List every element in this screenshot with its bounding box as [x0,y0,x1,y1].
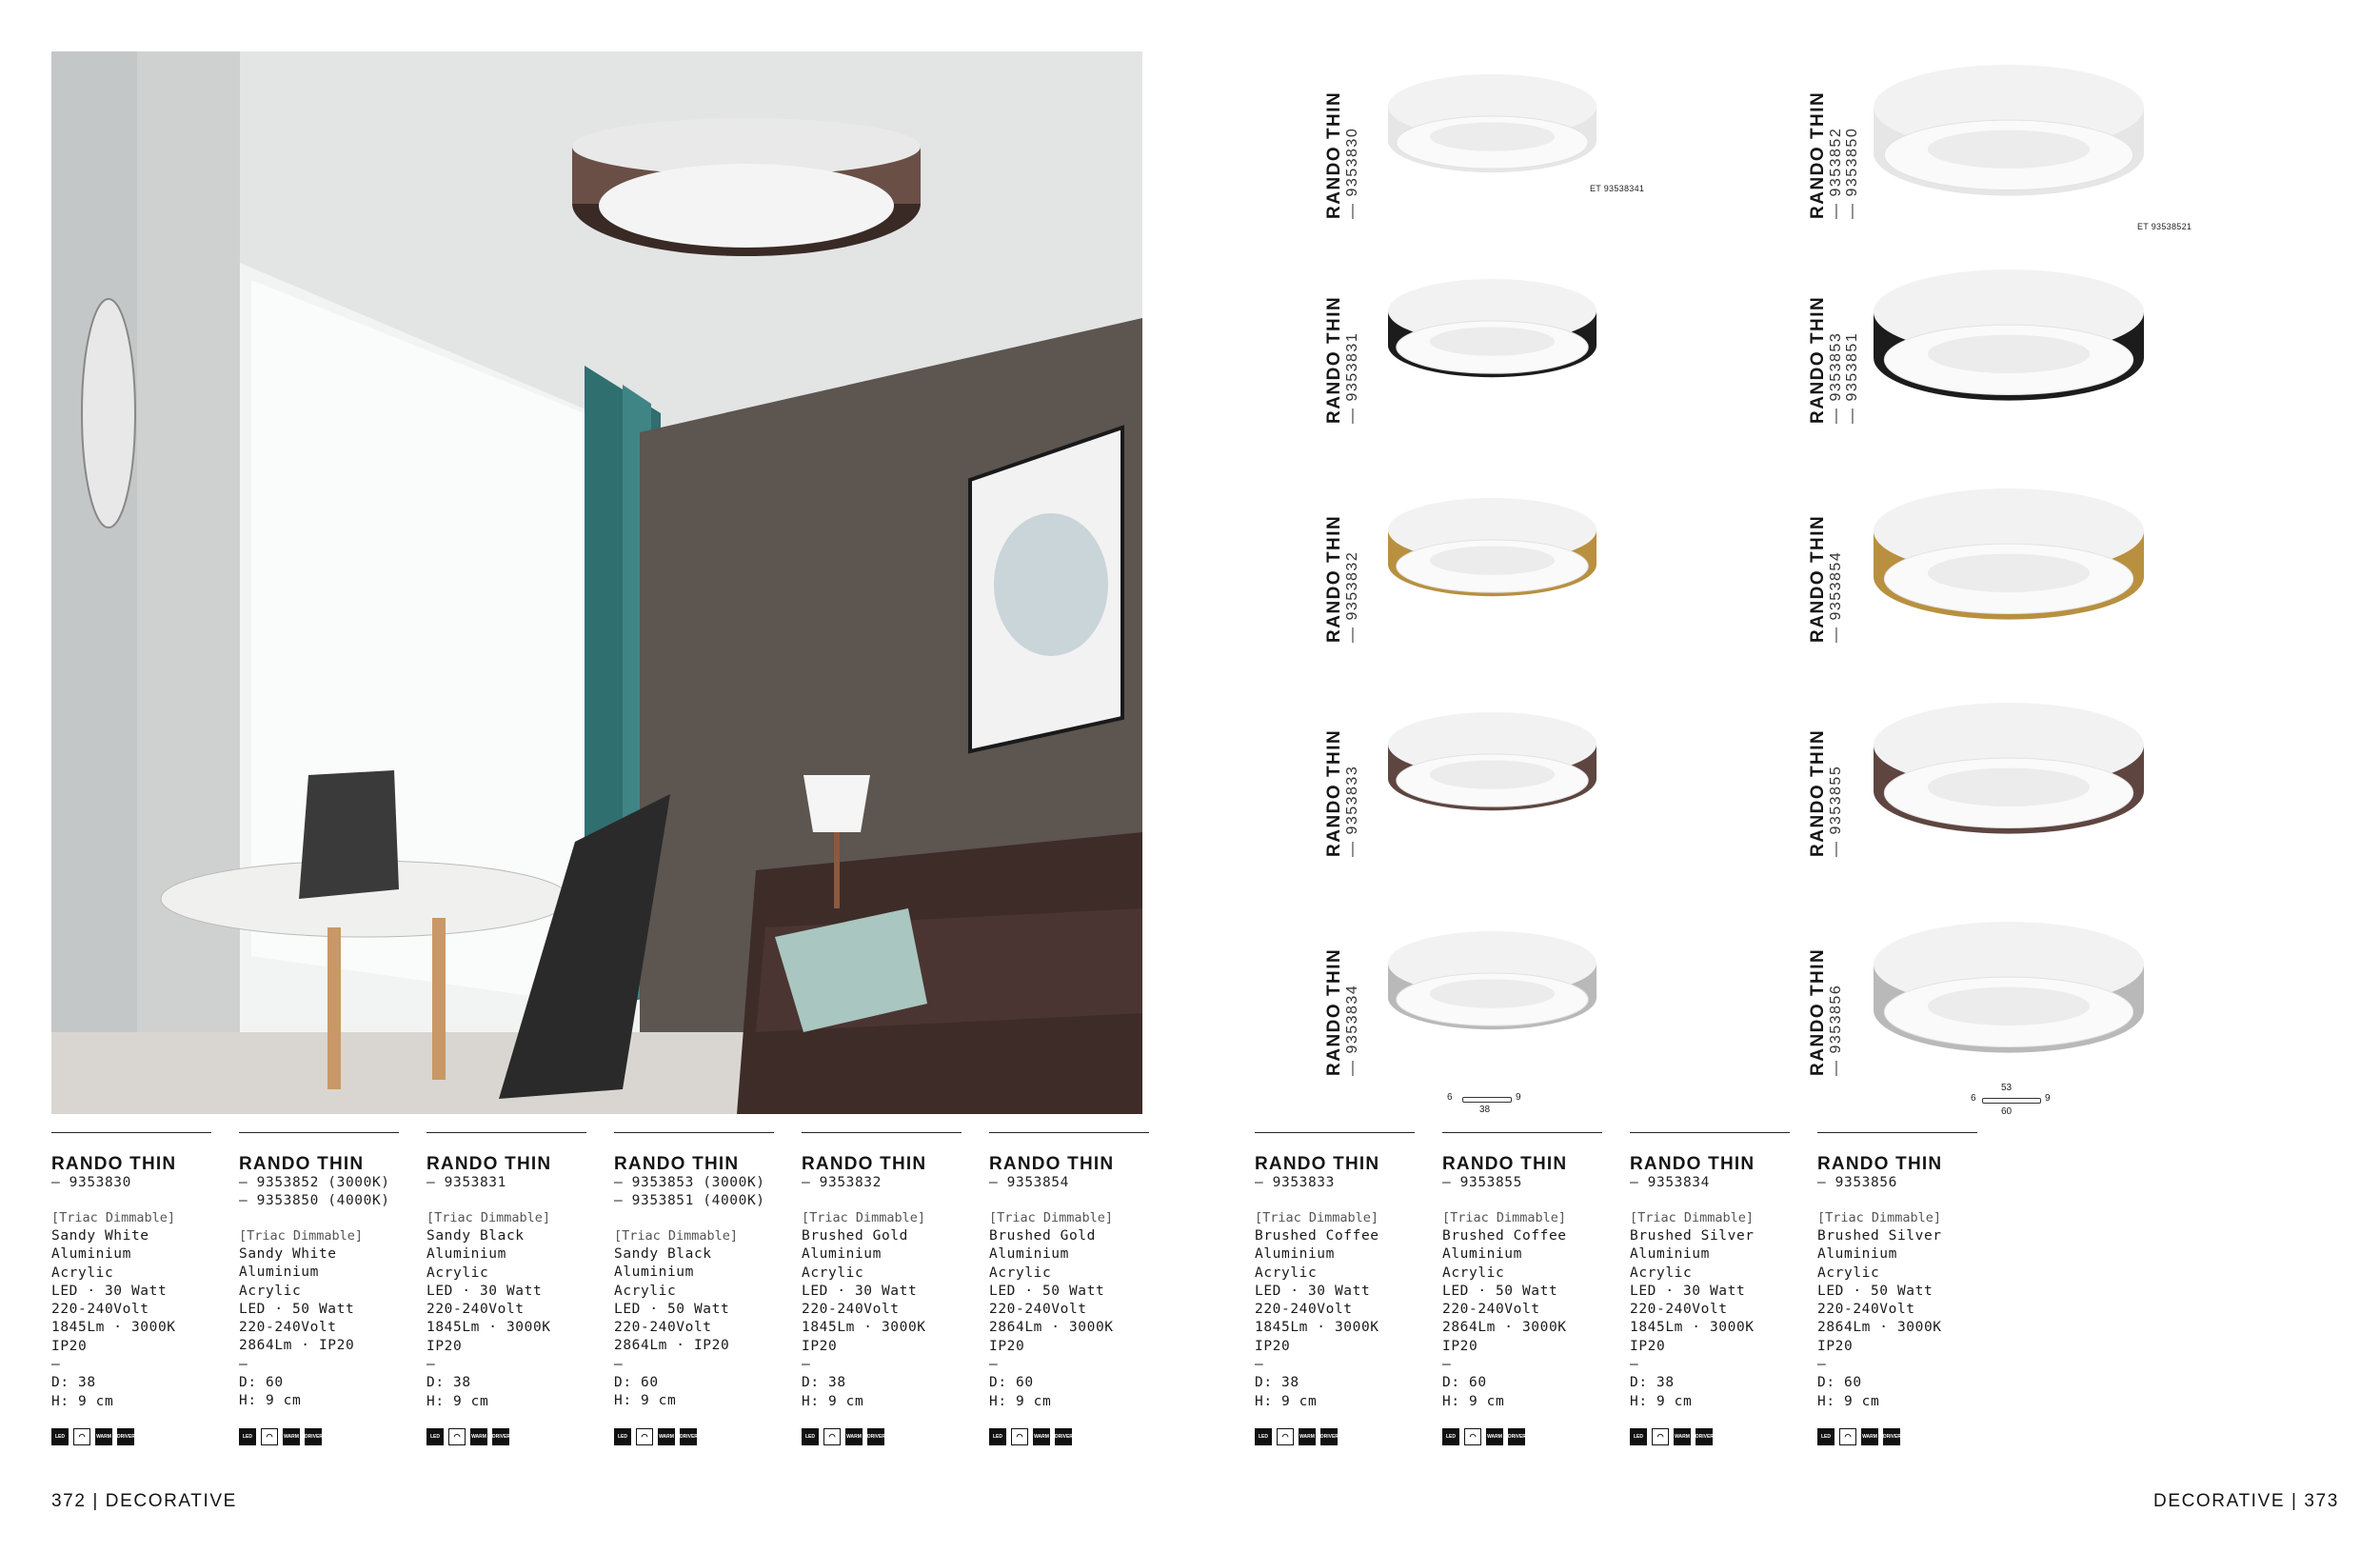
spec-line: Acrylic [989,1264,1052,1281]
driver-included-icon: DRIVER INCL. [1508,1428,1525,1445]
product-name: RANDO THIN [1324,90,1344,219]
spec-column [51,1132,211,1457]
product-code: — 9353831 [1344,331,1360,424]
spec-line: H: 9 cm [1817,1393,1880,1409]
spec-line: H: 9 cm [1630,1393,1693,1409]
spec-line: 220-240Volt [1817,1302,1915,1318]
dimension-label: 9 [2045,1093,2051,1104]
spec-line: 220-240Volt [239,1320,337,1336]
product-vertical-label [1325,515,1360,643]
dimension-label: 60 [2001,1106,2013,1117]
dimmable-note: [Triac Dimmable] [1255,1210,1379,1225]
spec-product-name: RANDO THIN [426,1154,552,1174]
spec-line: Acrylic [239,1283,302,1299]
spec-product-name: RANDO THIN [614,1154,740,1174]
dimension-drawing-small [1447,1090,1533,1115]
product-vertical-label [1809,729,1844,857]
ceiling-lamp-gold [1871,486,2147,638]
spec-line: — [989,1357,999,1373]
dimmable-note: [Triac Dimmable] [51,1210,176,1225]
ceiling-lamp-black [1871,267,2147,419]
dimmable-icon: ◠ [73,1428,90,1445]
warm-white-icon: WARM WHITE [845,1428,863,1445]
spec-line: LED · 50 Watt [614,1301,730,1317]
driver-included-icon: DRIVER INCL. [492,1428,509,1445]
feature-badges [426,1428,586,1457]
warm-white-icon: WARM WHITE [95,1428,112,1445]
product-name: RANDO THIN [1324,295,1344,424]
spec-line: Aluminium [802,1246,882,1263]
spec-line: H: 9 cm [614,1393,677,1409]
spec-line: LED · 50 Watt [1817,1283,1934,1299]
dimmable-icon: ◠ [636,1428,653,1445]
spec-product-code: — 9353830 [51,1175,131,1190]
spec-product-code: — 9353832 [802,1175,882,1190]
spec-column [1442,1132,1602,1457]
spec-line: H: 9 cm [239,1393,302,1409]
product-code: — 9353853 [1828,331,1844,424]
dimmable-note: [Triac Dimmable] [989,1210,1114,1225]
spec-line: Sandy White [51,1228,149,1244]
spec-line: 220-240Volt [426,1302,525,1318]
spec-product-name: RANDO THIN [989,1154,1115,1174]
dimmable-icon: ◠ [1464,1428,1481,1445]
spec-line: LED · 30 Watt [802,1283,918,1299]
dimension-drawing-large [1971,1081,2056,1119]
spec-line: 220-240Volt [1255,1302,1353,1318]
spec-product-code: — 9353852 (3000K) [239,1175,390,1190]
led-icon: LED [239,1428,256,1445]
feature-badges [802,1428,962,1457]
dimension-label: 6 [1971,1093,1976,1104]
ceiling-lamp-white [1871,62,2147,214]
spec-line: Acrylic [1817,1264,1880,1281]
spec-line: D: 38 [426,1375,471,1391]
spec-line: H: 9 cm [51,1393,114,1409]
product-vertical-label [1809,91,1860,219]
product-name: RANDO THIN [1324,728,1344,857]
spec-line: Sandy White [239,1246,337,1262]
spec-line: — [802,1357,811,1373]
spec-line: Brushed Gold [802,1228,908,1244]
spec-line: Acrylic [1442,1264,1505,1281]
dimmable-note: [Triac Dimmable] [1630,1210,1755,1225]
driver-included-icon: DRIVER INCL. [117,1428,134,1445]
spec-product-code: — 9353831 [426,1175,506,1190]
spec-line: Aluminium [1442,1246,1522,1263]
product-code: — 9353833 [1344,765,1360,857]
spec-line: 2864Lm · IP20 [239,1338,355,1354]
warm-white-icon: WARM WHITE [1674,1428,1691,1445]
spec-line: 1845Lm · 3000K [1255,1320,1379,1336]
ceiling-lamp-silver [1385,928,1599,1043]
spec-line: 220-240Volt [1442,1302,1540,1318]
product-name: RANDO THIN [1808,728,1828,857]
led-icon: LED [1817,1428,1835,1445]
spec-line: Aluminium [426,1246,506,1263]
footer-right-page-number: DECORATIVE | 373 [2153,1491,2339,1511]
led-icon: LED [989,1428,1006,1445]
divider [51,1132,211,1133]
divider [426,1132,586,1133]
product-name: RANDO THIN [1808,90,1828,219]
spec-line: Sandy Black [614,1246,712,1262]
product-vertical-label [1809,515,1844,643]
warm-white-icon: WARM WHITE [283,1428,300,1445]
driver-included-icon: DRIVER INCL. [1883,1428,1900,1445]
interior-photo [51,51,1142,1114]
product-vertical-label [1325,948,1360,1076]
driver-included-icon: DRIVER INCL. [1055,1428,1072,1445]
spec-line: D: 60 [1442,1375,1487,1391]
spec-line: Brushed Silver [1817,1228,1942,1244]
spec-line: LED · 30 Watt [426,1283,543,1299]
feature-badges [1817,1428,1977,1457]
warm-white-icon: WARM WHITE [470,1428,487,1445]
product-name: RANDO THIN [1808,514,1828,643]
spec-line: IP20 [1255,1338,1291,1354]
spec-column [802,1132,962,1457]
spec-line: — [1630,1357,1639,1373]
spec-line: IP20 [1442,1338,1478,1354]
led-icon: LED [1630,1428,1647,1445]
feature-badges [1630,1428,1790,1457]
spec-line: LED · 50 Watt [989,1283,1105,1299]
divider [1255,1132,1415,1133]
divider [1442,1132,1602,1133]
spec-line: 1845Lm · 3000K [51,1320,176,1336]
dimmable-note: [Triac Dimmable] [802,1210,926,1225]
spec-product-code: — 9353850 (4000K) [239,1193,390,1208]
spec-line: Acrylic [1630,1264,1693,1281]
spec-line: D: 60 [1817,1375,1862,1391]
driver-included-icon: DRIVER INCL. [305,1428,322,1445]
spec-product-name: RANDO THIN [1442,1154,1568,1174]
spec-line: D: 60 [239,1375,284,1391]
spec-product-name: RANDO THIN [1817,1154,1943,1174]
ceiling-lamp-silver [1871,919,2147,1071]
spec-line: Aluminium [614,1264,694,1281]
feature-badges [1255,1428,1415,1457]
led-icon: LED [51,1428,69,1445]
spec-line: Acrylic [426,1264,489,1281]
dimmable-note: [Triac Dimmable] [239,1228,364,1244]
spec-product-code: — 9353851 (4000K) [614,1193,765,1208]
spec-column [989,1132,1149,1457]
product-name: RANDO THIN [1808,295,1828,424]
warm-white-icon: WARM WHITE [1299,1428,1316,1445]
driver-included-icon: DRIVER INCL. [1696,1428,1713,1445]
feature-badges [989,1428,1149,1457]
led-icon: LED [1255,1428,1272,1445]
spec-column [426,1132,586,1457]
divider [989,1132,1149,1133]
spec-line: IP20 [1630,1338,1666,1354]
spec-line: 2864Lm · 3000K [1817,1320,1942,1336]
spec-column [1817,1132,1977,1457]
spec-line: 1845Lm · 3000K [1630,1320,1755,1336]
product-name: RANDO THIN [1324,947,1344,1076]
dimmable-note: [Triac Dimmable] [1442,1210,1567,1225]
spec-line: Acrylic [802,1264,864,1281]
spec-product-code: — 9353853 (3000K) [614,1175,765,1190]
product-code: — 9353850 [1844,127,1860,219]
spec-product-code: — 9353856 [1817,1175,1897,1190]
spec-line: — [239,1356,248,1372]
spec-line: — [614,1356,624,1372]
spec-line: D: 38 [802,1375,846,1391]
spec-line: Brushed Gold [989,1228,1096,1244]
product-code: — 9353851 [1844,331,1860,424]
driver-included-icon: DRIVER INCL. [680,1428,697,1445]
dimmable-note: [Triac Dimmable] [426,1210,551,1225]
spec-column [239,1132,399,1457]
spec-product-code: — 9353833 [1255,1175,1335,1190]
spec-line: 1845Lm · 3000K [426,1320,551,1336]
spec-line: — [1442,1357,1452,1373]
spec-product-name: RANDO THIN [1255,1154,1380,1174]
spec-line: Aluminium [1817,1246,1897,1263]
room-scene-illustration [51,51,1142,1114]
product-vertical-label [1325,296,1360,424]
spec-line: Aluminium [1255,1246,1335,1263]
dimmable-icon: ◠ [261,1428,278,1445]
product-code: — 9353832 [1344,550,1360,643]
spec-line: IP20 [1817,1338,1854,1354]
feature-badges [1442,1428,1602,1457]
product-vertical-label [1809,948,1844,1076]
dimmable-icon: ◠ [823,1428,841,1445]
dimension-label: 53 [2001,1083,2013,1093]
product-code: — 9353854 [1828,550,1844,643]
spec-line: 2864Lm · IP20 [614,1338,730,1354]
product-name: RANDO THIN [1808,947,1828,1076]
spec-product-code: — 9353834 [1630,1175,1710,1190]
spec-line: 220-240Volt [614,1320,712,1336]
product-vertical-label [1809,296,1860,424]
feature-badges [239,1428,399,1457]
spec-line: H: 9 cm [1442,1393,1505,1409]
product-code: — 9353855 [1828,765,1844,857]
driver-included-icon: DRIVER INCL. [867,1428,884,1445]
divider [239,1132,399,1133]
spec-product-name: RANDO THIN [239,1154,365,1174]
spec-line: D: 38 [51,1375,96,1391]
product-vertical-label [1325,91,1360,219]
spec-line: — [51,1357,61,1373]
spec-line: H: 9 cm [802,1393,864,1409]
dimension-label: 38 [1479,1105,1491,1115]
spec-line: LED · 30 Watt [51,1283,168,1299]
spec-line: LED · 30 Watt [1630,1283,1746,1299]
spec-line: IP20 [51,1338,88,1354]
spec-product-name: RANDO THIN [51,1154,177,1174]
spec-line: Sandy Black [426,1228,525,1244]
spec-line: Aluminium [1630,1246,1710,1263]
dimension-label: 9 [1516,1092,1521,1103]
dimmable-note: [Triac Dimmable] [614,1228,739,1244]
spec-product-code: — 9353854 [989,1175,1069,1190]
spec-line: 2864Lm · 3000K [1442,1320,1567,1336]
spec-line: D: 38 [1255,1375,1299,1391]
spec-column [1630,1132,1790,1457]
feature-badges [614,1428,774,1457]
product-code: — 9353834 [1344,984,1360,1076]
spec-line: LED · 50 Watt [1442,1283,1558,1299]
spec-product-code: — 9353855 [1442,1175,1522,1190]
product-name: RANDO THIN [1324,514,1344,643]
dimension-label: 6 [1447,1092,1453,1103]
spec-line: IP20 [989,1338,1025,1354]
warm-white-icon: WARM WHITE [1486,1428,1503,1445]
et-code-label: ET 93538341 [1590,184,1645,193]
product-code: — 9353830 [1344,127,1360,219]
dimmable-note: [Triac Dimmable] [1817,1210,1942,1225]
divider [614,1132,774,1133]
led-icon: LED [802,1428,819,1445]
ceiling-lamp-coffee [1871,700,2147,852]
spec-line: D: 60 [989,1375,1034,1391]
spec-line: 220-240Volt [802,1302,900,1318]
dimmable-icon: ◠ [1652,1428,1669,1445]
led-icon: LED [426,1428,444,1445]
ceiling-lamp-white [1385,71,1599,186]
feature-badges [51,1428,211,1457]
spec-product-name: RANDO THIN [802,1154,927,1174]
warm-white-icon: WARM WHITE [1861,1428,1878,1445]
led-icon: LED [1442,1428,1459,1445]
spec-line: D: 60 [614,1375,659,1391]
spec-line: LED · 30 Watt [1255,1283,1371,1299]
dimmable-icon: ◠ [1011,1428,1028,1445]
footer-left-page-number: 372 | DECORATIVE [51,1491,237,1511]
spec-line: Aluminium [51,1246,131,1263]
spec-line: H: 9 cm [989,1393,1052,1409]
ceiling-lamp-gold [1385,495,1599,609]
ceiling-lamp-coffee [1385,709,1599,824]
driver-included-icon: DRIVER INCL. [1320,1428,1338,1445]
product-code: — 9353856 [1828,984,1844,1076]
dimmable-icon: ◠ [448,1428,466,1445]
product-code: — 9353852 [1828,127,1844,219]
spec-column [1255,1132,1415,1457]
spec-line: Brushed Silver [1630,1228,1755,1244]
warm-white-icon: WARM WHITE [658,1428,675,1445]
spec-column [614,1132,774,1457]
dimmable-icon: ◠ [1839,1428,1856,1445]
spec-line: 220-240Volt [51,1302,149,1318]
spec-line: 2864Lm · 3000K [989,1320,1114,1336]
spec-line: Acrylic [614,1283,677,1299]
spec-line: D: 38 [1630,1375,1675,1391]
spec-line: Aluminium [989,1246,1069,1263]
ceiling-lamp-black [1385,276,1599,390]
spec-product-name: RANDO THIN [1630,1154,1755,1174]
et-code-label: ET 93538521 [2137,222,2192,231]
spec-line: 1845Lm · 3000K [802,1320,926,1336]
spec-line: Acrylic [1255,1264,1318,1281]
spec-line: LED · 50 Watt [239,1301,355,1317]
divider [1630,1132,1790,1133]
product-vertical-label [1325,729,1360,857]
spec-line: Brushed Coffee [1255,1228,1379,1244]
dimmable-icon: ◠ [1277,1428,1294,1445]
warm-white-icon: WARM WHITE [1033,1428,1050,1445]
spec-line: — [1255,1357,1264,1373]
spec-line: 220-240Volt [1630,1302,1728,1318]
spec-line: Acrylic [51,1264,114,1281]
spec-line: — [1817,1357,1827,1373]
spec-line: — [426,1357,436,1373]
spec-line: H: 9 cm [426,1393,489,1409]
divider [802,1132,962,1133]
spec-line: IP20 [426,1338,463,1354]
divider [1817,1132,1977,1133]
spec-line: Brushed Coffee [1442,1228,1567,1244]
spec-line: 220-240Volt [989,1302,1087,1318]
spec-line: H: 9 cm [1255,1393,1318,1409]
spec-line: IP20 [802,1338,838,1354]
led-icon: LED [614,1428,631,1445]
spec-line: Aluminium [239,1264,319,1281]
